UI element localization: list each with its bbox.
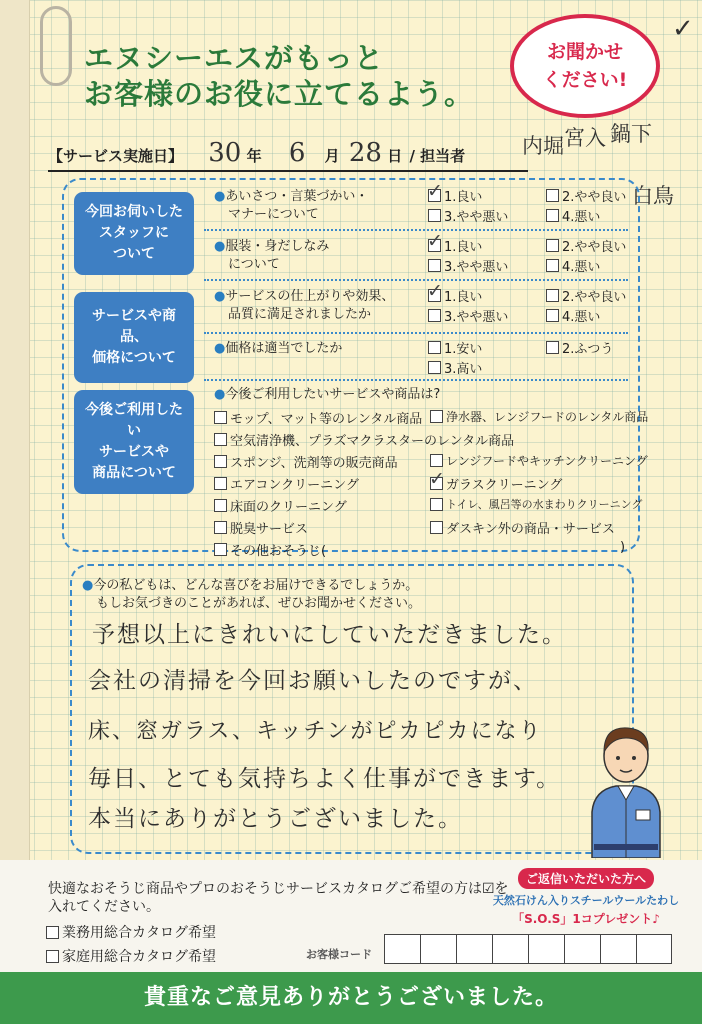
catalog-business[interactable]: 業務用総合カタログ希望: [46, 922, 216, 942]
year-value: 30: [208, 138, 242, 168]
bubble-line-1: お聞かせ: [546, 41, 623, 63]
checkbox[interactable]: [430, 454, 443, 467]
service-date-row: 【サービス実施日】 30 年 6 月 28 日 / 担当者: [48, 138, 466, 168]
future-item[interactable]: モップ、マット等のレンタル商品: [214, 408, 422, 427]
future-item[interactable]: その他おそうじ(: [214, 540, 326, 559]
option-expensive[interactable]: 3.高い: [428, 358, 482, 377]
staff-name: 宮入: [564, 126, 606, 150]
checkbox[interactable]: [214, 455, 227, 468]
future-item[interactable]: トイレ、風呂等の水まわりクリーニング: [430, 496, 642, 512]
checkbox[interactable]: [46, 926, 59, 939]
future-item[interactable]: 空気清浄機、プラズマクラスターのレンタル商品: [214, 430, 514, 449]
day-value: 28: [348, 138, 382, 168]
checkbox[interactable]: [428, 189, 441, 202]
option-fairly-bad[interactable]: 3.やや悪い: [428, 256, 508, 275]
option-bad[interactable]: 4.悪い: [546, 256, 600, 275]
option-cheap[interactable]: 1.安い: [428, 338, 482, 357]
checkbox[interactable]: [546, 189, 559, 202]
checkbox[interactable]: [428, 289, 441, 302]
catalog-intro: 入れてください。: [48, 899, 160, 915]
handwritten-line: 床、窓ガラス、キッチンがピカピカになり: [88, 719, 543, 744]
handwritten-line: 毎日、とても気持ちよく仕事ができます。: [88, 766, 562, 792]
title-line-1: エヌシーエスがもっと: [84, 41, 385, 75]
clip-icon: [40, 6, 72, 86]
gift-notice: [478, 868, 694, 940]
gift-item: 天然石けん入りスチールウールたわし: [492, 894, 680, 907]
divider: [204, 279, 628, 281]
checkbox[interactable]: [428, 259, 441, 272]
future-item[interactable]: ダスキン外の商品・サービス: [430, 518, 615, 537]
gift-badge: ご返信いただいた方へ: [518, 868, 654, 889]
future-item[interactable]: スポンジ、洗剤等の販売商品: [214, 452, 398, 471]
divider: [204, 379, 628, 381]
future-item[interactable]: エアコンクリーニング: [214, 474, 359, 493]
gift-present: 「S.O.S」1コプレゼント♪: [512, 912, 660, 926]
future-item[interactable]: 浄水器、レンジフードのレンタル商品: [430, 408, 648, 425]
month-value: 6: [288, 138, 306, 168]
checkbox[interactable]: [214, 521, 227, 534]
option-bad[interactable]: 4.悪い: [546, 306, 600, 325]
code-cell[interactable]: [420, 934, 456, 964]
year-unit: 年: [246, 147, 262, 165]
speech-bubble: [510, 14, 660, 118]
question-appearance: ●服装・身だしなみ について: [214, 239, 330, 272]
checkbox[interactable]: [214, 411, 227, 424]
future-item[interactable]: 床面のクリーニング: [214, 496, 347, 515]
checkbox[interactable]: [214, 499, 227, 512]
checkbox[interactable]: [430, 410, 443, 423]
checkbox[interactable]: [428, 209, 441, 222]
option-good[interactable]: ✓ 1.良い: [428, 236, 482, 255]
checkbox[interactable]: [46, 950, 59, 963]
option-fairly-good[interactable]: 2.やや良い: [546, 236, 626, 255]
future-item[interactable]: レンジフードやキッチンクリーニング: [430, 452, 648, 469]
month-unit: 月: [324, 147, 340, 165]
question-manners: ●あいさつ・言葉づかい・ マナーについて: [214, 189, 369, 222]
day-unit: 日: [387, 147, 403, 165]
option-normal[interactable]: 2.ふつう: [546, 338, 613, 357]
staff-illustration: [584, 716, 668, 858]
service-date-label: 【サービス実施日】: [48, 147, 184, 165]
question-quality: ●サービスの仕上がりや効果、 品質に満足されましたか: [214, 289, 395, 322]
checkbox[interactable]: [428, 361, 441, 374]
checkbox[interactable]: [546, 309, 559, 322]
category-service-price: サービスや商品、 価格について: [74, 292, 194, 383]
customer-code-label: お客様コード: [306, 948, 372, 961]
checkbox[interactable]: [546, 239, 559, 252]
category-staff: 今回お伺いした スタッフに ついて: [74, 192, 194, 275]
title-line-2: お客様のお役に立てるよう。: [84, 77, 475, 111]
bubble-line-2: ください!: [542, 69, 628, 91]
checkbox[interactable]: [546, 259, 559, 272]
question-price: ●価格は適当でしたか: [214, 341, 343, 356]
handwritten-line: 会社の清掃を今回お願いしたのですが、: [88, 668, 538, 694]
checkbox[interactable]: [430, 521, 443, 534]
staff-label: 担当者: [420, 147, 466, 165]
checkbox[interactable]: [428, 341, 441, 354]
option-fairly-good[interactable]: 2.やや良い: [546, 186, 626, 205]
future-item[interactable]: ✓ ガラスクリーニング: [430, 474, 562, 493]
checkbox[interactable]: [546, 289, 559, 302]
option-good[interactable]: ✓ 1.良い: [428, 286, 482, 305]
option-bad[interactable]: 4.悪い: [546, 206, 600, 225]
checkbox[interactable]: [430, 477, 443, 490]
catalog-intro: 快適なおそうじ商品やプロのおそうじサービスカタログご希望の方は☑を: [48, 881, 509, 897]
staff-name: 鍋下: [610, 122, 652, 146]
catalog-home[interactable]: 家庭用総合カタログ希望: [46, 946, 216, 966]
question-future-services: ●今後ご利用したいサービスや商品は?: [214, 387, 441, 402]
close-paren: ): [620, 540, 626, 555]
checkbox[interactable]: [546, 341, 559, 354]
checkbox[interactable]: [214, 477, 227, 490]
footer-banner: 貴重なご意見ありがとうございました。: [0, 972, 702, 1024]
comment-prompt: もしお気づきのことがあれば、ぜひお聞かせください。: [96, 596, 422, 611]
divider: [204, 332, 628, 334]
checkbox[interactable]: [428, 309, 441, 322]
handwritten-line: 本当にありがとうございました。: [88, 806, 463, 832]
option-good[interactable]: ✓ 1.良い: [428, 186, 482, 205]
checkbox[interactable]: [546, 209, 559, 222]
option-fairly-good[interactable]: 2.やや良い: [546, 286, 626, 305]
category-future: 今後ご利用したい サービスや 商品について: [74, 390, 194, 494]
option-fairly-bad[interactable]: 3.やや悪い: [428, 206, 508, 225]
check-mark-icon: ✓: [672, 14, 694, 44]
checkbox[interactable]: [214, 543, 227, 556]
checkbox[interactable]: [430, 498, 443, 511]
comment-prompt: ●今の私どもは、どんな喜びをお届けできるでしょうか。: [82, 578, 419, 593]
option-fairly-bad[interactable]: 3.やや悪い: [428, 306, 508, 325]
code-cell[interactable]: [384, 934, 420, 964]
checkbox[interactable]: [428, 239, 441, 252]
divider: [204, 229, 628, 231]
staff-name: 内堀: [522, 134, 564, 158]
future-item[interactable]: 脱臭サービス: [214, 518, 308, 537]
checkbox[interactable]: [214, 433, 227, 446]
service-date-underline: [48, 170, 528, 172]
handwritten-line: 予想以上にきれいにしていただきました。: [92, 622, 567, 648]
staff-name: 白鳥: [632, 184, 674, 208]
